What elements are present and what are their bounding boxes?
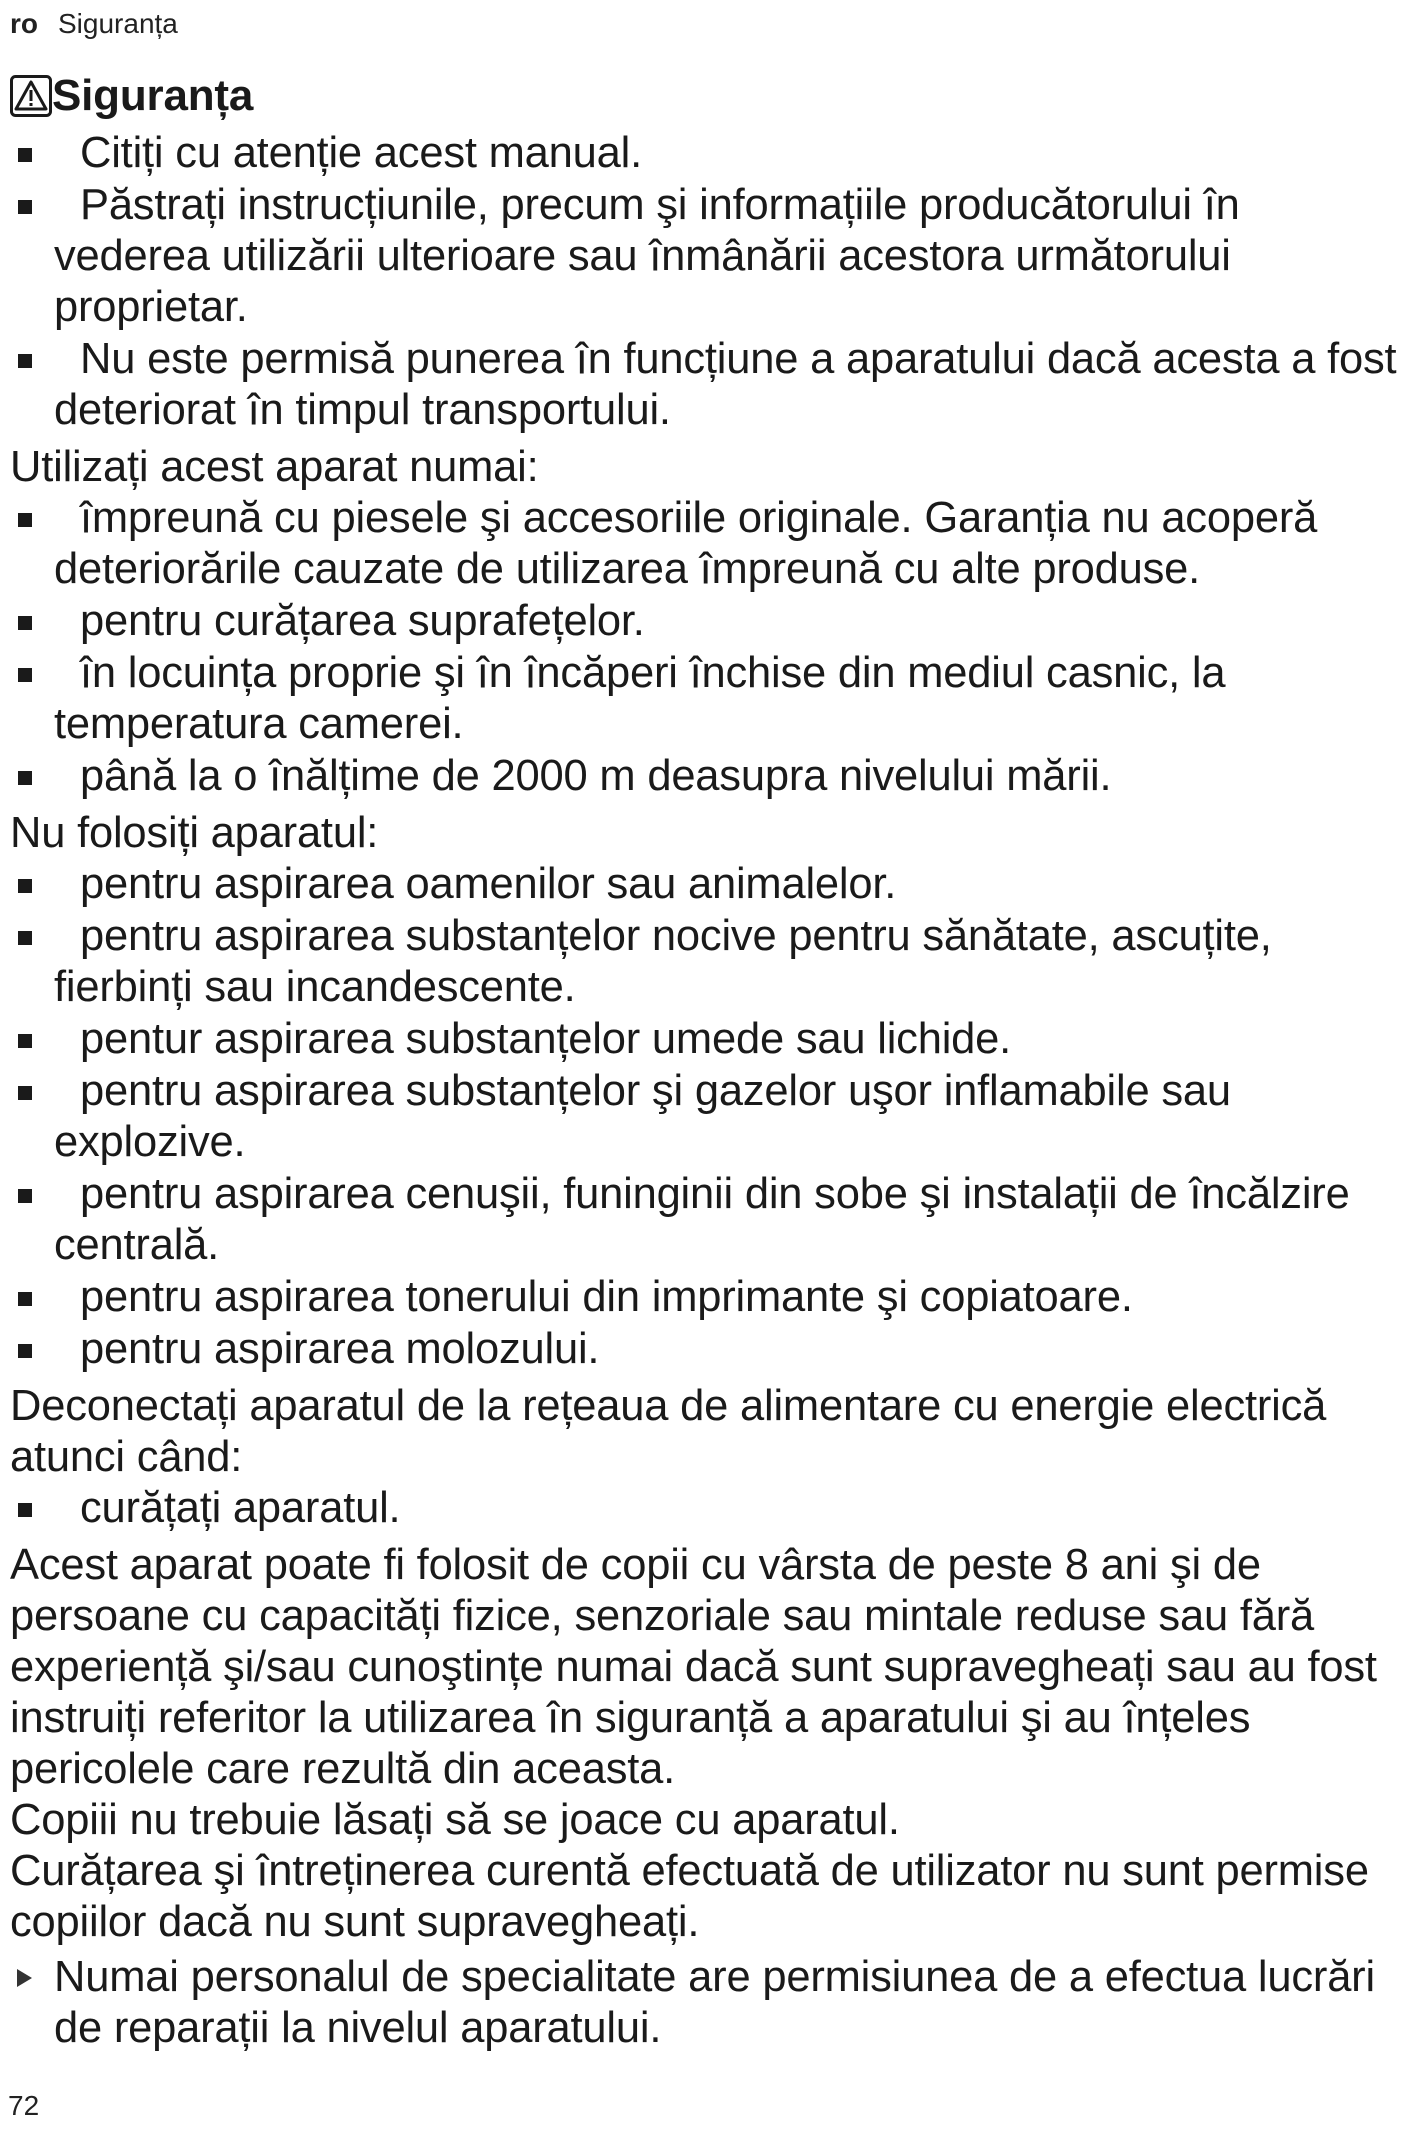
list-item: în locuința proprie şi în încăperi închise din mediul casnic, la temperatura camerei. <box>10 648 1402 750</box>
children-play-paragraph: Copiii nu trebuie lăsați să se joace cu aparatul. <box>10 1796 900 1844</box>
use-only-lead: Utilizați acest aparat numai: <box>10 443 539 491</box>
bullet-icon <box>18 879 32 893</box>
intro-list <box>10 128 1402 436</box>
page-content <box>10 66 1402 2054</box>
bullet-icon <box>18 200 32 214</box>
list-item: pentru aspirarea molozului. <box>10 1324 1402 1375</box>
section-title-text: Siguranța <box>52 71 254 120</box>
list-item: pentru aspirarea tonerului din imprimante şi copiatoare. <box>10 1272 1402 1323</box>
list-item: curățați aparatul. <box>10 1483 1402 1534</box>
bullet-icon <box>18 931 32 945</box>
bullet-icon <box>18 1503 32 1517</box>
list-item: împreună cu piesele şi accesoriile originale. Garanția nu acoperă deteriorările cauzate de utilizarea împreună cu alte produse. <box>10 493 1402 595</box>
bullet-icon <box>18 354 32 368</box>
bullet-icon <box>18 1189 32 1203</box>
running-header <box>10 8 178 40</box>
children-paragraph: Acest aparat poate fi folosit de copii cu vârsta de peste 8 ani şi de persoane cu capacități fizice, senzoriale sau mintale reduse sau fără experiență şi/sau cunoştințe numai dacă sunt supravegheați sau au fost instruiți referitor la utilizarea în siguranță a aparatului şi au înțeles pericolele care rezultă din aceasta. <box>10 1541 1377 1793</box>
section-title <box>10 66 1402 126</box>
bullet-icon <box>18 148 32 162</box>
bullet-icon <box>18 513 32 527</box>
list-item: pentru aspirarea cenuşii, funinginii din sobe şi instalații de încălzire centrală. <box>10 1169 1402 1271</box>
action-item: Numai personalul de specialitate are permisiunea de a efectua lucrări de reparații la nivelul aparatului. <box>10 1952 1402 2054</box>
language-code: ro <box>10 8 38 39</box>
list-item: pentru aspirarea oamenilor sau animalelor. <box>10 859 1402 910</box>
bullet-icon <box>18 1034 32 1048</box>
list-item: pentur aspirarea substanțelor umede sau lichide. <box>10 1014 1402 1065</box>
bullet-icon <box>18 1344 32 1358</box>
list-item: până la o înălțime de 2000 m deasupra nivelului mării. <box>10 751 1402 802</box>
list-item: pentru aspirarea substanțelor şi gazelor uşor inflamabile sau explozive. <box>10 1066 1402 1168</box>
do-not-use-lead: Nu folosiți aparatul: <box>10 809 379 857</box>
use-only-list <box>10 493 1402 802</box>
action-list <box>10 1952 1402 2054</box>
bullet-icon <box>18 771 32 785</box>
list-item: pentru curățarea suprafețelor. <box>10 596 1402 647</box>
page-number: 72 <box>8 2090 40 2121</box>
bullet-icon <box>18 616 32 630</box>
list-item: Nu este permisă punerea în funcțiune a aparatului dacă acesta a fost deteriorat în timpul transportului. <box>10 334 1402 436</box>
section-name: Siguranța <box>58 8 178 39</box>
bullet-icon <box>18 668 32 682</box>
do-not-use-list <box>10 859 1402 1375</box>
bullet-icon <box>18 1086 32 1100</box>
list-item: pentru aspirarea substanțelor nocive pentru sănătate, ascuțite, fierbinți sau incandescente. <box>10 911 1402 1013</box>
bullet-icon <box>18 1292 32 1306</box>
disconnect-list <box>10 1483 1402 1534</box>
arrow-right-icon <box>17 1969 32 1987</box>
warning-triangle-icon <box>10 75 52 117</box>
cleaning-paragraph: Curățarea şi întreținerea curentă efectuată de utilizator nu sunt permise copiilor dacă nu sunt supravegheați. <box>10 1847 1369 1946</box>
list-item: Păstrați instrucțiunile, precum şi informațiile producătorului în vederea utilizării ulterioare sau înmânării acestora următorului proprietar. <box>10 180 1402 333</box>
disconnect-lead: Deconectați aparatul de la rețeaua de alimentare cu energie electrică atunci când: <box>10 1382 1327 1481</box>
list-item: Citiți cu atenție acest manual. <box>10 128 1402 179</box>
